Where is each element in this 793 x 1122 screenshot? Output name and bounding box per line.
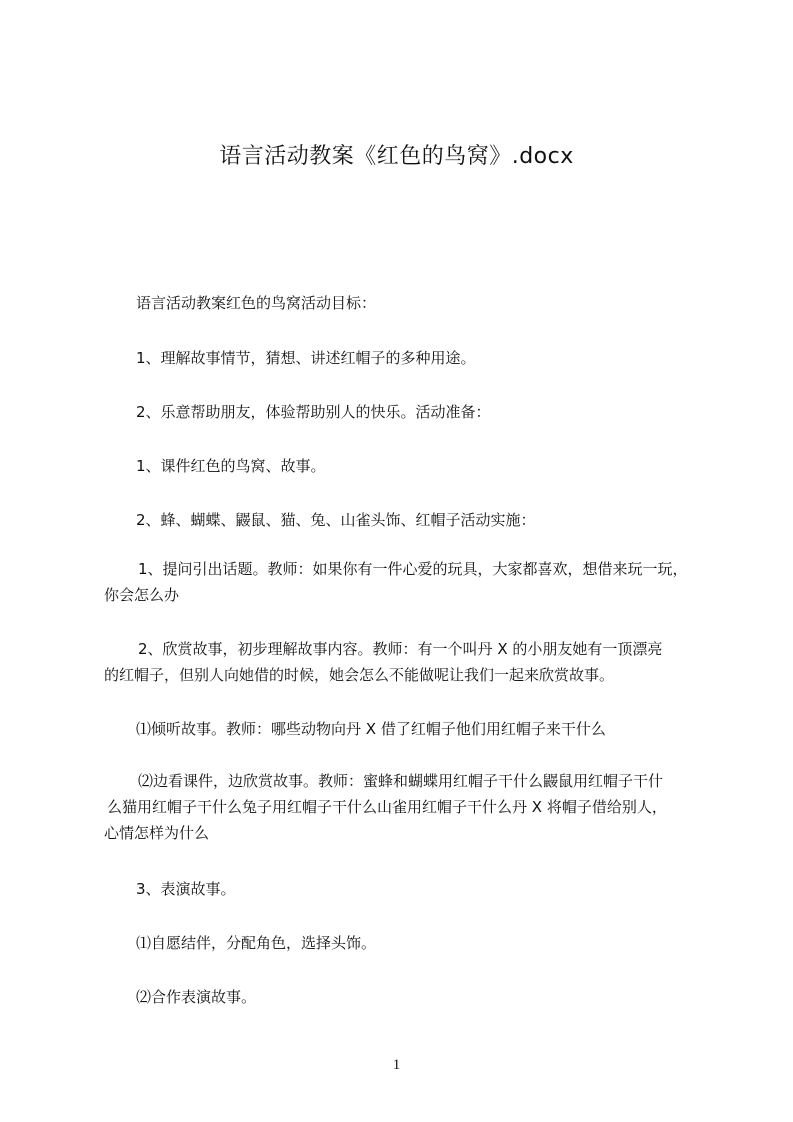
paragraph-line: 你会怎么办 (104, 586, 180, 604)
paragraph-prep-1 (136, 453, 756, 479)
paragraph-line: 么猫用红帽子干什么兔子用红帽子干什么山雀用红帽子干什么丹 X 将帽子借给别人， (107, 798, 667, 816)
paragraph-step-3-2 (136, 984, 756, 1010)
paragraph-line: ⑴倾听故事。教师：哪些动物向丹 X 借了红帽子他们用红帽子来干什么 (136, 720, 606, 738)
paragraph-step-3-1 (136, 930, 756, 956)
paragraph-line: ⑵合作表演故事。 (136, 988, 257, 1006)
paragraph-line: 1、理解故事情节，猜想、讲述红帽子的多种用途。 (136, 349, 476, 367)
paragraph-intro (136, 290, 756, 316)
paragraph-line: 语言活动教案红色的鸟窝活动目标： (136, 294, 377, 312)
paragraph-step-2 (104, 636, 724, 688)
paragraph-goal-2 (136, 399, 756, 425)
paragraph-line: 2、乐意帮助朋友，体验帮助别人的快乐。活动准备： (136, 403, 491, 421)
document-title: 语言活动教案《红色的鸟窝》.docx (219, 144, 574, 169)
paragraph-step-3 (136, 876, 756, 902)
paragraph-line: 2、欣赏故事，初步理解故事内容。教师：有一个叫丹 X 的小朋友她有一顶漂亮 (138, 640, 663, 658)
paragraph-prep-2 (136, 507, 756, 533)
paragraph-step-2-1 (136, 716, 756, 742)
paragraph-line: ⑵边看课件，边欣赏故事。教师：蜜蜂和蝴蝶用红帽子干什么鼹鼠用红帽子干什 (138, 772, 664, 790)
paragraph-line: ⑴自愿结伴，分配角色，选择头饰。 (136, 934, 377, 952)
page-number: 1 (392, 1057, 401, 1073)
paragraph-line: 1、提问引出话题。教师：如果你有一件心爱的玩具，大家都喜欢，想借来玩一玩， (138, 560, 688, 578)
paragraph-line: 心情怎样为什么 (104, 824, 210, 842)
paragraph-step-2-2 (104, 768, 724, 846)
paragraph-line: 2、蜂、蝴蝶、鼹鼠、猫、兔、山雀头饰、红帽子活动实施： (136, 511, 536, 529)
paragraph-goal-1 (136, 345, 756, 371)
paragraph-line: 1、课件红色的鸟窝、故事。 (136, 457, 326, 475)
paragraph-line: 3、表演故事。 (136, 880, 236, 898)
paragraph-step-1 (104, 556, 724, 608)
paragraph-line: 的红帽子，但别人向她借的时候，她会怎么不能做呢让我们一起来欣赏故事。 (104, 666, 615, 684)
